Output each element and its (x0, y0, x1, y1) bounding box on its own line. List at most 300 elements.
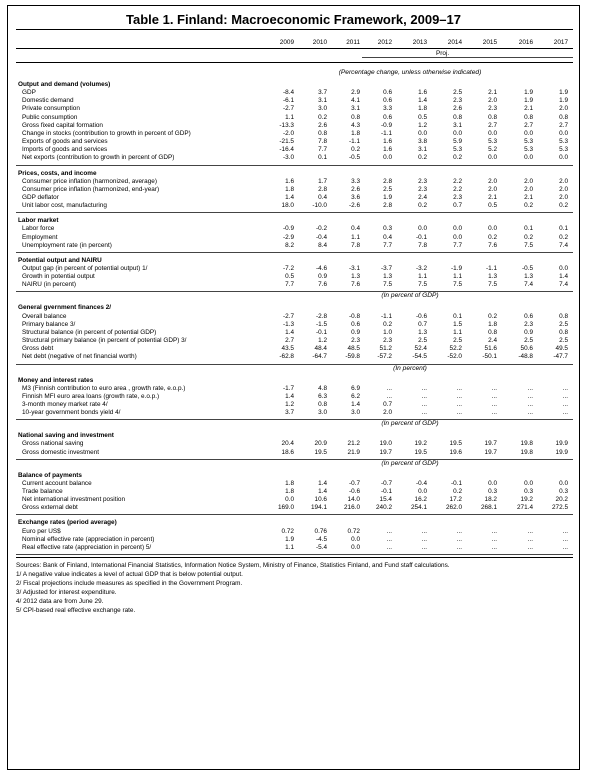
table-cell: 2.7 (285, 337, 294, 345)
table-cell: 0.0 (559, 154, 568, 162)
row-label: Net debt (negative of net financial worth) (22, 353, 137, 361)
table-cell: ... (456, 535, 462, 543)
table-cell: -0.9 (380, 121, 392, 129)
table-cell: 5.3 (453, 146, 462, 154)
section-rule (16, 514, 573, 515)
table-cell: -1.5 (315, 320, 327, 328)
table-cell: ... (562, 535, 568, 543)
table-cell: 18.6 (281, 448, 294, 456)
table-cell: ... (491, 400, 497, 408)
table-cell: 0.2 (524, 202, 533, 210)
table-cell: 21.9 (347, 448, 360, 456)
table-cell: 0.2 (559, 233, 568, 241)
table-cell: 5.3 (488, 138, 497, 146)
table-cell: -0.6 (348, 488, 360, 495)
table-cell: 7.4 (524, 281, 533, 289)
table-cell: 1.3 (418, 328, 427, 336)
table-cell: 0.5 (488, 202, 497, 210)
table-cell: 20.9 (314, 440, 327, 448)
table-cell: 2.8 (383, 202, 392, 210)
table-cell: 1.3 (383, 273, 392, 281)
table-cell: 0.0 (351, 535, 360, 543)
table-cell: ... (527, 409, 533, 417)
table-cell: 2.2 (453, 177, 462, 185)
table-cell: 2.9 (351, 89, 360, 97)
table-cell: 0.8 (559, 113, 568, 121)
table-cell: 3.7 (285, 409, 294, 417)
table-cell: -6.1 (282, 97, 294, 105)
table-cell: 2.5 (418, 337, 427, 345)
table-cell: -57.2 (377, 353, 392, 361)
table-cell: 0.1 (559, 225, 568, 233)
table-cell: 1.4 (418, 97, 427, 105)
table-cell: 0.3 (383, 225, 392, 233)
table-cell: 0.7 (453, 202, 462, 210)
table-cell: 1.1 (418, 273, 427, 281)
table-cell: 49.5 (555, 345, 568, 353)
table-cell: 0.0 (488, 129, 497, 137)
table-cell: 7.5 (418, 281, 427, 289)
table-cell: 2.5 (383, 185, 392, 193)
table-cell: 4.1 (351, 97, 360, 105)
table-cell: 52.2 (449, 345, 462, 353)
section-rule (16, 554, 573, 555)
table-cell: 2.3 (488, 105, 497, 113)
table-cell: 1.1 (453, 273, 462, 281)
table-cell: 6.9 (351, 384, 360, 392)
row-label: Change in stocks (contribution to growth in percent of GDP) (22, 129, 191, 137)
table-cell: ... (421, 400, 427, 408)
table-cell: 5.3 (559, 138, 568, 146)
table-cell: 20.2 (555, 496, 568, 504)
table-cell: 1.1 (285, 113, 294, 121)
table-cell: 3.6 (351, 193, 360, 201)
table-cell: 1.8 (285, 185, 294, 193)
table-cell: 21.2 (347, 440, 360, 448)
year-header: 2017 (553, 39, 568, 46)
table-cell: 3.3 (383, 105, 392, 113)
table-cell: 2.3 (383, 337, 392, 345)
footnote: 3/ Adjusted for interest expenditure. (16, 589, 117, 597)
table-cell: 0.4 (383, 233, 392, 241)
table-cell: 0.0 (488, 154, 497, 162)
table-cell: 0.2 (418, 202, 427, 210)
table-cell: 19.5 (449, 440, 462, 448)
table-cell: ... (491, 543, 497, 551)
table-cell: 19.8 (520, 440, 533, 448)
table-cell: ... (491, 384, 497, 392)
year-header: 2009 (279, 39, 294, 46)
table-cell: 0.8 (318, 129, 327, 137)
footnote: 4/ 2012 data are from June 29. (16, 598, 104, 606)
table-cell: 1.8 (285, 479, 294, 487)
table-cell: -0.1 (315, 328, 327, 336)
table-cell: 0.9 (318, 273, 327, 281)
table-cell: -48.8 (518, 353, 533, 361)
proj-rule (362, 57, 573, 58)
table-cell: ... (386, 527, 392, 535)
table-cell: 2.4 (418, 193, 427, 201)
table-cell: -16.4 (279, 146, 294, 154)
section-heading: Exchange rates (period average) (18, 519, 117, 527)
row-label: Gross debt (22, 345, 54, 353)
row-label: Gross national saving (22, 440, 84, 448)
table-cell: 7.5 (383, 281, 392, 289)
table-cell: 2.1 (524, 193, 533, 201)
table-cell: ... (562, 384, 568, 392)
table-cell: 48.4 (314, 345, 327, 353)
table-cell: ... (456, 527, 462, 535)
table-cell: -3.1 (348, 265, 360, 272)
table-cell: 0.1 (453, 312, 462, 320)
row-label: Net exports (contribution to growth in percent of GDP) (22, 154, 175, 162)
table-cell: 7.7 (453, 241, 462, 249)
table-cell: 0.72 (347, 527, 360, 535)
table-cell: -3.0 (282, 154, 294, 162)
table-cell: ... (386, 392, 392, 400)
table-cell: 5.3 (524, 146, 533, 154)
table-cell: 2.8 (318, 185, 327, 193)
table-cell: 4.8 (318, 384, 327, 392)
table-cell: 3.0 (351, 409, 360, 417)
table-cell: -1.1 (380, 129, 392, 137)
table-cell: ... (421, 384, 427, 392)
row-label: Private consumption (22, 105, 80, 113)
table-cell: 1.4 (285, 193, 294, 201)
section-heading: Balance of payments (18, 471, 82, 479)
table-cell: 0.8 (351, 113, 360, 121)
table-cell: 0.0 (524, 129, 533, 137)
table-cell: -1.7 (282, 384, 294, 392)
table-cell: ... (527, 543, 533, 551)
table-cell: 0.0 (453, 233, 462, 241)
table-cell: 1.9 (559, 89, 568, 97)
table-cell: 1.9 (559, 97, 568, 105)
row-label: Trade balance (22, 488, 63, 495)
row-label: Gross domestic investment (22, 448, 100, 456)
table-cell: -0.1 (415, 233, 427, 241)
table-cell: -52.0 (447, 353, 462, 361)
table-cell: 0.8 (488, 113, 497, 121)
table-cell: 1.4 (559, 273, 568, 281)
table-cell: -1.3 (282, 320, 294, 328)
table-cell: 19.7 (484, 440, 497, 448)
table-cell: 2.8 (383, 177, 392, 185)
table-cell: 19.9 (555, 448, 568, 456)
table-cell: 2.6 (453, 105, 462, 113)
table-cell: -0.5 (521, 265, 533, 272)
table-cell: 7.7 (285, 281, 294, 289)
table-cell: 19.6 (449, 448, 462, 456)
table-cell: -0.7 (380, 479, 392, 487)
table-cell: 2.7 (488, 121, 497, 129)
table-cell: -5.4 (315, 543, 327, 551)
table-cell: 1.4 (285, 392, 294, 400)
table-cell: 0.1 (318, 154, 327, 162)
table-cell: 14.0 (347, 496, 360, 504)
table-cell: 7.8 (418, 241, 427, 249)
section-heading: Potential output and NAIRU (18, 256, 102, 264)
table-cell: 2.3 (453, 97, 462, 105)
table-cell: 2.0 (488, 177, 497, 185)
table-cell: 1.1 (453, 328, 462, 336)
row-label: Consumer price inflation (harmonized, end-year) (22, 185, 160, 193)
table-cell: -4.6 (315, 265, 327, 272)
section-heading: Labor market (18, 217, 59, 225)
footnote-rule (16, 557, 573, 558)
table-cell: 0.8 (453, 113, 462, 121)
table-cell: ... (456, 400, 462, 408)
year-header: 2013 (412, 39, 427, 46)
table-cell: 0.6 (383, 97, 392, 105)
table-cell: 0.3 (488, 488, 497, 495)
table-title: Table 1. Finland: Macroeconomic Framework, 2009–17 (126, 12, 461, 27)
table-cell: 1.8 (285, 488, 294, 495)
section-heading: General gvernment finances 2/ (18, 304, 112, 312)
table-cell: 0.8 (488, 328, 497, 336)
table-cell: 51.6 (484, 345, 497, 353)
table-cell: 0.6 (524, 312, 533, 320)
row-label: Gross fixed capital formation (22, 121, 103, 129)
section-rule (16, 252, 573, 253)
table-cell: 7.5 (488, 281, 497, 289)
table-cell: 48.5 (347, 345, 360, 353)
table-cell: ... (527, 400, 533, 408)
table-cell: 1.4 (351, 400, 360, 408)
table-cell: 2.0 (488, 97, 497, 105)
table-cell: -0.8 (348, 312, 360, 320)
table-cell: -2.6 (348, 202, 360, 210)
table-cell: 0.7 (383, 400, 392, 408)
table-cell: 1.0 (383, 328, 392, 336)
table-cell: 0.0 (524, 479, 533, 487)
table-cell: 0.0 (418, 129, 427, 137)
row-label: Unit labor cost, manufacturing (22, 202, 107, 210)
table-cell: 19.0 (379, 440, 392, 448)
table-cell: 169.0 (278, 504, 294, 512)
table-cell: 18.0 (281, 202, 294, 210)
year-header: 2011 (346, 39, 360, 46)
table-cell: -0.9 (282, 225, 294, 233)
table-cell: 271.4 (517, 504, 533, 512)
table-cell: -1.1 (485, 265, 497, 272)
row-label: Exports of goods and services (22, 138, 108, 146)
table-cell: ... (456, 392, 462, 400)
table-cell: 1.6 (285, 177, 294, 185)
table-cell: 2.5 (559, 337, 568, 345)
table-cell: -4.5 (315, 535, 327, 543)
proj-label: Proj. (436, 50, 450, 57)
table-cell: 43.5 (281, 345, 294, 353)
row-label: Structural balance (in percent of potential GDP) (22, 328, 157, 336)
table-cell: 1.4 (318, 488, 327, 495)
section-heading: Money and interest rates (18, 376, 94, 384)
table-cell: 0.2 (383, 320, 392, 328)
year-header: 2014 (447, 39, 462, 46)
table-cell: 2.1 (524, 105, 533, 113)
table-cell: 0.7 (418, 320, 427, 328)
table-cell: 2.0 (524, 185, 533, 193)
table-cell: 3.8 (418, 138, 427, 146)
table-cell: 2.1 (488, 89, 497, 97)
table-cell: -13.3 (279, 121, 294, 129)
section-note: (In percent of GDP) (381, 459, 439, 467)
table-cell: -7.2 (282, 265, 294, 272)
table-cell: 7.8 (351, 241, 360, 249)
table-cell: 7.4 (559, 241, 568, 249)
table-cell: -0.1 (450, 479, 462, 487)
table-cell: 5.2 (488, 146, 497, 154)
row-label: Gross external debt (22, 504, 78, 512)
table-cell: 0.2 (418, 154, 427, 162)
table-cell: -59.8 (345, 353, 360, 361)
table-cell: 3.0 (318, 105, 327, 113)
table-cell: 1.3 (488, 273, 497, 281)
table-cell: 0.6 (351, 320, 360, 328)
table-cell: 19.7 (484, 448, 497, 456)
table-cell: -2.8 (315, 312, 327, 320)
table-cell: 1.4 (318, 479, 327, 487)
table-cell: 1.8 (351, 129, 360, 137)
table-cell: ... (421, 409, 427, 417)
table-cell: 1.5 (453, 320, 462, 328)
table-cell: 2.7 (559, 121, 568, 129)
row-label: Public consumption (22, 113, 78, 121)
section-note: (In percent) (393, 364, 427, 372)
section-note: (In percent of GDP) (381, 292, 439, 300)
table-cell: 2.6 (351, 185, 360, 193)
table-cell: -50.1 (482, 353, 497, 361)
table-cell: 2.3 (418, 185, 427, 193)
table-cell: 2.0 (559, 105, 568, 113)
table-cell: -1.9 (450, 265, 462, 272)
table-cell: 0.0 (488, 225, 497, 233)
table-cell: 0.2 (488, 312, 497, 320)
table-cell: 0.6 (383, 113, 392, 121)
table-cell: 2.0 (524, 177, 533, 185)
table-cell: -2.9 (282, 233, 294, 241)
table-cell: 0.8 (524, 113, 533, 121)
table-cell: 268.1 (481, 504, 497, 512)
table-cell: 1.6 (418, 89, 427, 97)
table-cell: 7.6 (351, 281, 360, 289)
table-cell: 52.4 (414, 345, 427, 353)
table-cell: 2.3 (453, 193, 462, 201)
section-note: (Percentage change, unless otherwise indicated) (338, 69, 482, 76)
table-cell: 0.2 (318, 113, 327, 121)
table-cell: 3.1 (351, 105, 360, 113)
row-label: Structural primary balance (in percent of potential GDP) 3/ (22, 337, 187, 345)
table-cell: 0.0 (383, 154, 392, 162)
table-cell: 17.2 (449, 496, 462, 504)
table-cell: ... (421, 527, 427, 535)
table-cell: 3.1 (318, 97, 327, 105)
row-label: Net international investment position (22, 496, 126, 504)
table-cell: ... (527, 527, 533, 535)
table-cell: 194.1 (311, 504, 327, 512)
table-cell: 7.5 (453, 281, 462, 289)
table-cell: 0.1 (524, 225, 533, 233)
table-cell: 272.5 (552, 504, 568, 512)
table-cell: 2.0 (488, 185, 497, 193)
table-cell: 19.5 (314, 448, 327, 456)
table-cell: 0.2 (488, 233, 497, 241)
table-cell: -0.4 (415, 479, 427, 487)
table-cell: 5.3 (524, 138, 533, 146)
table-cell: 0.8 (318, 400, 327, 408)
table-cell: 0.0 (351, 543, 360, 551)
section-rule (16, 165, 573, 166)
table-cell: ... (491, 392, 497, 400)
table-cell: 0.8 (559, 312, 568, 320)
table-cell: ... (386, 543, 392, 551)
section-heading: National saving and investment (18, 432, 114, 440)
row-label: Nominal effective rate (appreciation in percent) (22, 535, 155, 543)
table-cell: 0.0 (559, 129, 568, 137)
row-label: 3-month money market rate 4/ (22, 400, 108, 408)
table-cell: 2.0 (559, 177, 568, 185)
table-cell: ... (386, 384, 392, 392)
table-cell: 0.0 (453, 129, 462, 137)
row-label: Finnish MFI euro area loans (growth rate, e.o.p.) (22, 392, 160, 400)
table-cell: -62.8 (279, 353, 294, 361)
table-cell: 2.5 (559, 320, 568, 328)
header-top-rule (16, 29, 573, 30)
table-cell: 0.2 (559, 202, 568, 210)
table-cell: 0.72 (281, 527, 294, 535)
header-mid-rule (16, 48, 573, 49)
table-cell: 2.0 (559, 193, 568, 201)
table-cell: 0.5 (418, 113, 427, 121)
table-cell: ... (421, 543, 427, 551)
table-cell: 2.5 (453, 337, 462, 345)
section-heading: Prices, costs, and income (18, 169, 97, 177)
year-header: 2012 (377, 39, 392, 46)
table-cell: 0.0 (559, 479, 568, 487)
table-cell: 0.5 (285, 273, 294, 281)
table-cell: 0.3 (559, 488, 568, 495)
table-cell: ... (527, 535, 533, 543)
table-cell: 5.9 (453, 138, 462, 146)
table-cell: 0.2 (351, 146, 360, 154)
table-cell: 1.4 (285, 328, 294, 336)
table-cell: 254.1 (411, 504, 427, 512)
row-label: GDP deflator (22, 193, 59, 201)
table-cell: 7.6 (488, 241, 497, 249)
table-cell: 2.5 (524, 337, 533, 345)
table-cell: ... (562, 400, 568, 408)
row-label: Primary balance 3/ (22, 320, 76, 328)
table-cell: -0.6 (415, 312, 427, 320)
row-label: Employment (22, 233, 58, 241)
row-label: Growth in potential output (22, 273, 95, 281)
header-bottom-rule (16, 62, 573, 63)
table-cell: -3.7 (380, 265, 392, 272)
table-cell: ... (527, 392, 533, 400)
table-cell: -0.1 (380, 488, 392, 495)
table-cell: 10.6 (314, 496, 327, 504)
table-cell: 1.6 (383, 146, 392, 154)
table-cell: ... (527, 384, 533, 392)
table-cell: 2.1 (488, 193, 497, 201)
table-cell: -2.7 (282, 312, 294, 320)
table-cell: ... (386, 535, 392, 543)
table-cell: 0.0 (418, 488, 427, 495)
table-cell: ... (562, 543, 568, 551)
table-cell: 0.3 (524, 488, 533, 495)
table-cell: 8.2 (285, 241, 294, 249)
table-cell: 0.9 (351, 328, 360, 336)
